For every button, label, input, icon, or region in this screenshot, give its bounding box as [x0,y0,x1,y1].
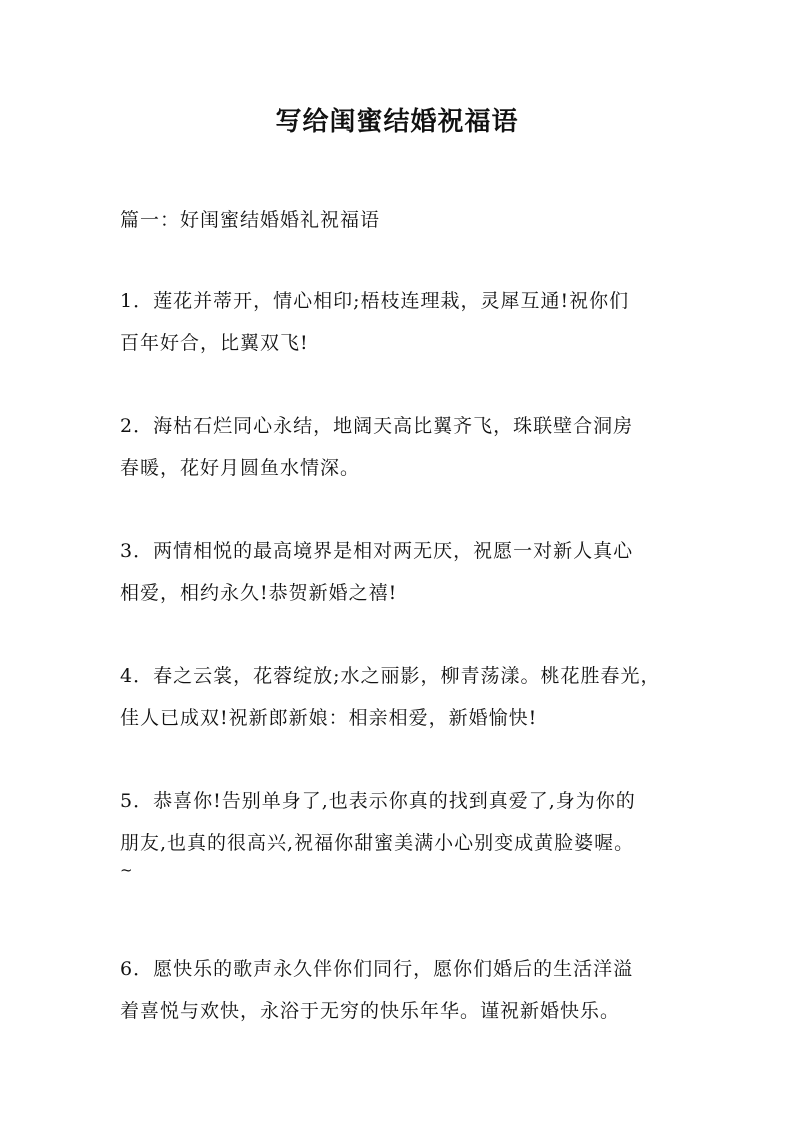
entry-3-line-1: 3．两情相悦的最高境界是相对两无厌，祝愿一对新人真心 [120,540,634,562]
entry-4-line-2: 佳人已成双!祝新郎新娘：相亲相爱，新婚愉快! [120,707,538,729]
entry-2-line-1: 2．海枯石烂同心永结，地阔天高比翼齐飞，珠联壁合洞房 [120,415,634,437]
entry-5-line-2: 朋友,也真的很高兴,祝福你甜蜜美满小心别变成黄脸婆喔。 [120,832,635,854]
entry-2-line-2: 春暖，花好月圆鱼水情深。 [120,457,361,479]
entry-5-trailing-tilde: ~ [120,861,133,879]
entry-4-line-1: 4．春之云裳，花蓉绽放;水之丽影，柳青荡漾。桃花胜春光， [120,665,661,687]
entry-5-line-1: 5．恭喜你!告别单身了,也表示你真的找到真爱了,身为你的 [120,790,636,812]
entry-1-line-1: 1．莲花并蒂开，情心相印;梧枝连理栽，灵犀互通!祝你们 [120,290,630,312]
entry-6-line-1: 6．愿快乐的歌声永久伴你们同行，愿你们婚后的生活洋溢 [120,958,634,980]
blessing-entry-3 [120,536,700,608]
entry-3-line-2: 相爱，相约永久!恭贺新婚之禧! [120,582,398,604]
blessing-entry-5 [120,786,700,880]
blessing-entry-1 [120,286,700,358]
entry-1-line-2: 百年好合，比翼双飞! [120,332,309,354]
blessing-entry-4 [120,661,700,733]
entry-6-line-2: 着喜悦与欢快，永浴于无穷的快乐年华。谨祝新婚快乐。 [120,1000,621,1022]
section-heading: 篇一：好闺蜜结婚婚礼祝福语 [120,209,381,231]
blessing-entry-6 [120,954,700,1026]
blessing-entry-2 [120,411,700,483]
document-title: 写给闺蜜结婚祝福语 [275,107,519,137]
